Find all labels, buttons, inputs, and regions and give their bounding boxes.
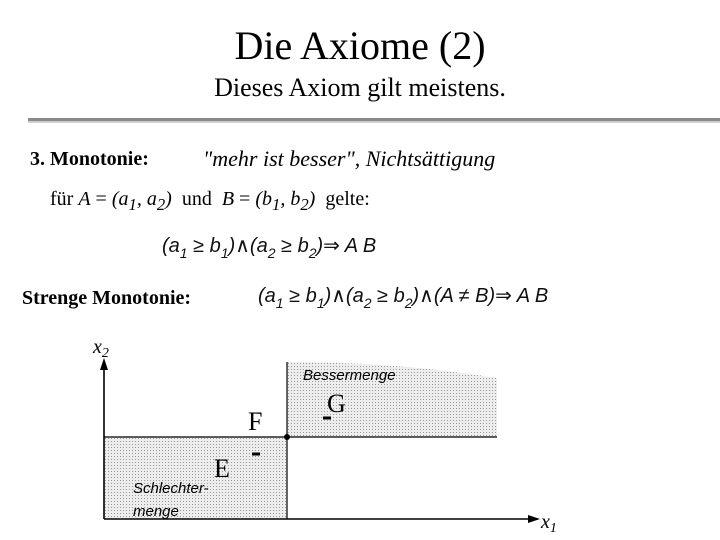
condition-b-sub2: 2 xyxy=(300,195,309,214)
mono-f-s3: 2 xyxy=(267,245,276,261)
x-axis-arrow-icon xyxy=(528,515,540,523)
strenge-label: Strenge Monotonie: xyxy=(22,287,192,309)
condition-a-sub1: 1 xyxy=(128,195,137,214)
worse-set-region xyxy=(104,437,287,519)
condition-b-var: B xyxy=(221,188,235,210)
mono-f-p3: )∧(a xyxy=(228,235,268,257)
monotonie-label: 3. Monotonie: xyxy=(30,148,149,170)
x-axis-label: $x_1$ xyxy=(541,511,557,536)
condition-b-open: (b xyxy=(255,188,272,210)
strenge-f-s3: 2 xyxy=(363,295,372,311)
condition-a-mid: , a xyxy=(136,188,157,210)
strenge-f-p2: ≥ b xyxy=(283,285,317,307)
condition-a-close: ) xyxy=(165,188,172,210)
mono-f-s2: 1 xyxy=(220,245,229,261)
mono-f-p5: )⇒ A xyxy=(316,235,358,257)
condition-eq-b: = xyxy=(239,188,251,210)
point-e-label: E xyxy=(214,454,230,483)
y-axis-label: $x_2$ xyxy=(93,336,109,361)
point-f-label: F xyxy=(248,407,263,436)
condition-suffix: gelte: xyxy=(325,188,370,210)
strenge-f-s1: 1 xyxy=(275,295,284,311)
strenge-f-p5: )∧(A ≠ B)⇒ A xyxy=(412,285,530,307)
better-set-label: Bessermenge xyxy=(303,367,396,384)
slide-subtitle: Dieses Axiom gilt meistens. xyxy=(214,73,506,102)
point-f-marker xyxy=(284,434,290,440)
strenge-f-p3: )∧(a xyxy=(324,285,364,307)
condition-b-mid: , b xyxy=(280,188,301,210)
strenge-f-s4: 2 xyxy=(404,295,413,311)
point-g-label: G xyxy=(327,389,346,418)
mono-f-p2: ≥ b xyxy=(187,235,221,257)
condition-a-sub2: 2 xyxy=(156,195,166,214)
mono-f-p1: (a xyxy=(162,235,180,257)
strenge-f-p6: B xyxy=(529,285,549,307)
strenge-f-s2: 1 xyxy=(316,295,325,311)
condition-prefix: für xyxy=(50,188,74,210)
mono-f-p4: ≥ b xyxy=(275,235,309,257)
strenge-f-p4: ≥ b xyxy=(371,285,405,307)
condition-b-close: ) xyxy=(308,188,316,210)
strenge-f-p1: (a xyxy=(258,285,276,307)
condition-a-open: (a xyxy=(111,188,129,210)
mono-f-p6: B xyxy=(357,235,377,257)
condition-b-sub1: 1 xyxy=(272,195,281,214)
condition-und: und xyxy=(181,188,212,210)
mono-f-s4: 2 xyxy=(308,245,317,261)
worse-set-label-line2: menge xyxy=(133,503,179,520)
condition-a-var: A xyxy=(78,188,91,210)
condition-eq-a: = xyxy=(95,188,107,210)
monotonie-description: "mehr ist besser", Nichtsättigung xyxy=(203,146,496,171)
worse-set-label-line1: Schlechter- xyxy=(133,480,209,497)
slide-title: Die Axiome (2) xyxy=(234,23,486,68)
mono-f-s1: 1 xyxy=(179,245,188,261)
